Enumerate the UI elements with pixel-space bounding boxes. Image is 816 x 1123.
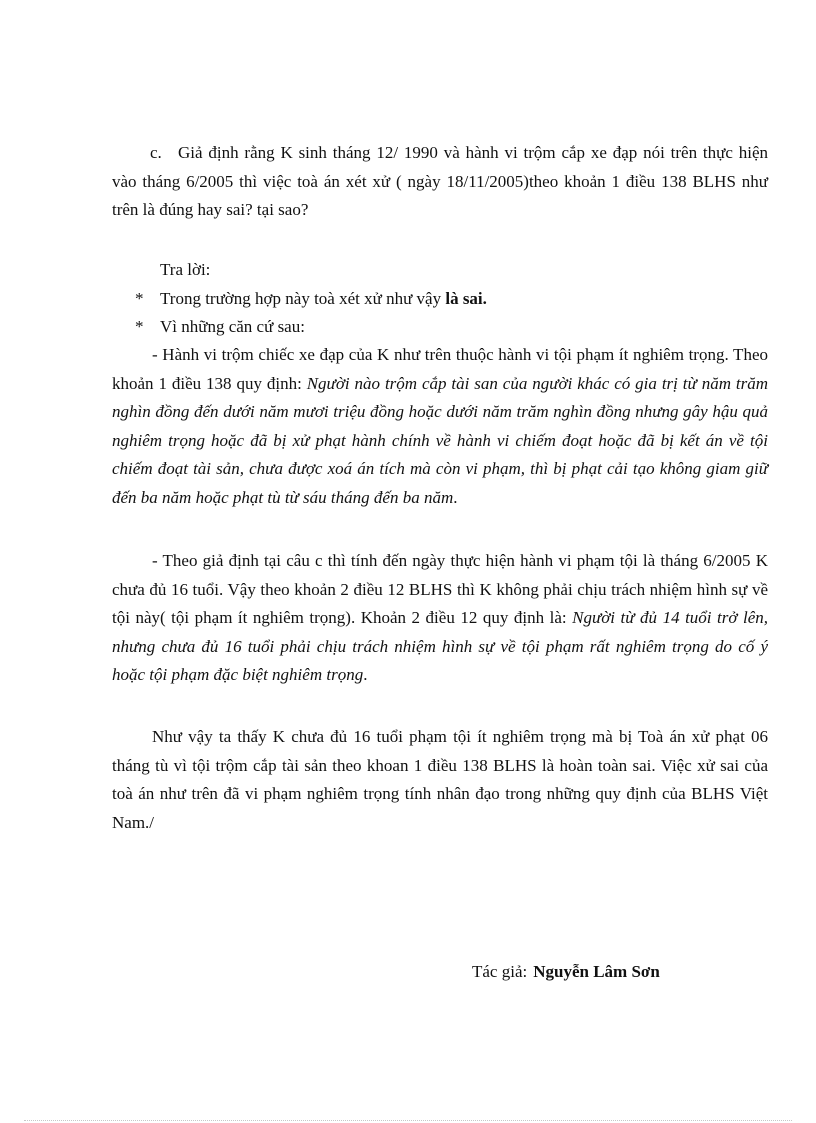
reason-1-quote: Người nào trộm cắp tài san của người khác có gia trị từ năm trăm nghìn đồng đến dưới năm mươi triệu đồng hoặc dưới năm trăm nghìn đồng nhưng gây hậu quả nghiêm trọng hoặc đã bị xử phạt hành chính về hành vi chiếm đoạt hoặc đã bị kết án về tội chiếm đoạt tài sản, chưa được xoá án tích mà còn vi phạm, thì bị phạt cải tạo không giam giữ đến ba năm hoặc phạt tù từ sáu tháng đến ba năm	[112, 373, 768, 507]
bullet-marker: *	[135, 289, 144, 308]
bullet-marker: *	[135, 317, 144, 336]
reason-1-lead: - Hành vi trộm chiếc xe đạp của K như trên thuộc hành vi tội phạm ít nghiêm trọng. Theo khoản 1 điều 138 quy định:	[112, 345, 768, 393]
reason-2-end: .	[363, 665, 368, 684]
conclusion-paragraph: Như vậy ta thấy K chưa đủ 16 tuổi phạm tội ít nghiêm trọng mà bị Toà án xử phạt 06 tháng tù vì tội trộm cắp tài sản theo khoan 1 điều 138 BLHS là hoàn toàn sai. Việc xử sai của toà án như trên đã vi phạm nghiêm trọng tính nhân đạo trong những quy định của BLHS Việt Nam./	[112, 727, 768, 832]
answer-heading: Tra lời:	[160, 260, 211, 279]
author-label: Tác giả:	[472, 962, 528, 981]
question-paragraph	[112, 139, 768, 225]
author-name: Nguyễn Lâm Sơn	[533, 962, 660, 981]
answer-bullet-1	[135, 285, 487, 313]
answer-bullet-2	[135, 313, 305, 341]
reason-paragraph-1	[112, 341, 768, 512]
reason-paragraph-2	[112, 547, 768, 690]
page-bottom-divider	[24, 1120, 792, 1121]
question-text: Giả định rằng K sinh tháng 12/ 1990 và hành vi trộm cắp xe đạp nói trên thực hiện vào tháng 6/2005 thì việc toà án xét xử ( ngày 18/11/2005)theo khoản 1 điều 138 BLHS như trên là đúng hay sai? tại sao?	[112, 143, 768, 219]
reason-1-end: .	[453, 487, 458, 507]
bullet-bold-verdict: là sai.	[445, 289, 487, 308]
bullet-text: Trong trường hợp này toà xét xử như vậy	[160, 289, 446, 308]
author-line	[472, 958, 660, 986]
reason-2-quote: Người từ đủ 14 tuổi trở lên, nhưng chưa đủ 16 tuổi phải chịu trách nhiệm hình sự về tội phạm rất nghiêm trọng do cố ý hoặc tội phạm đặc biệt nghiêm trọng	[112, 608, 768, 684]
question-label: c.	[150, 143, 162, 162]
bullet-text: Vì những căn cứ sau:	[160, 317, 305, 336]
reason-2-lead: - Theo giả định tại câu c thì tính đến ngày thực hiện hành vi phạm tội là tháng 6/2005 K chưa đủ 16 tuổi. Vậy theo khoản 2 điều 12 BLHS thì K không phải chịu trách nhiệm hình sự về tội này( tội phạm ít nghiêm trọng). Khoản 2 điều 12 quy định là:	[112, 551, 768, 627]
